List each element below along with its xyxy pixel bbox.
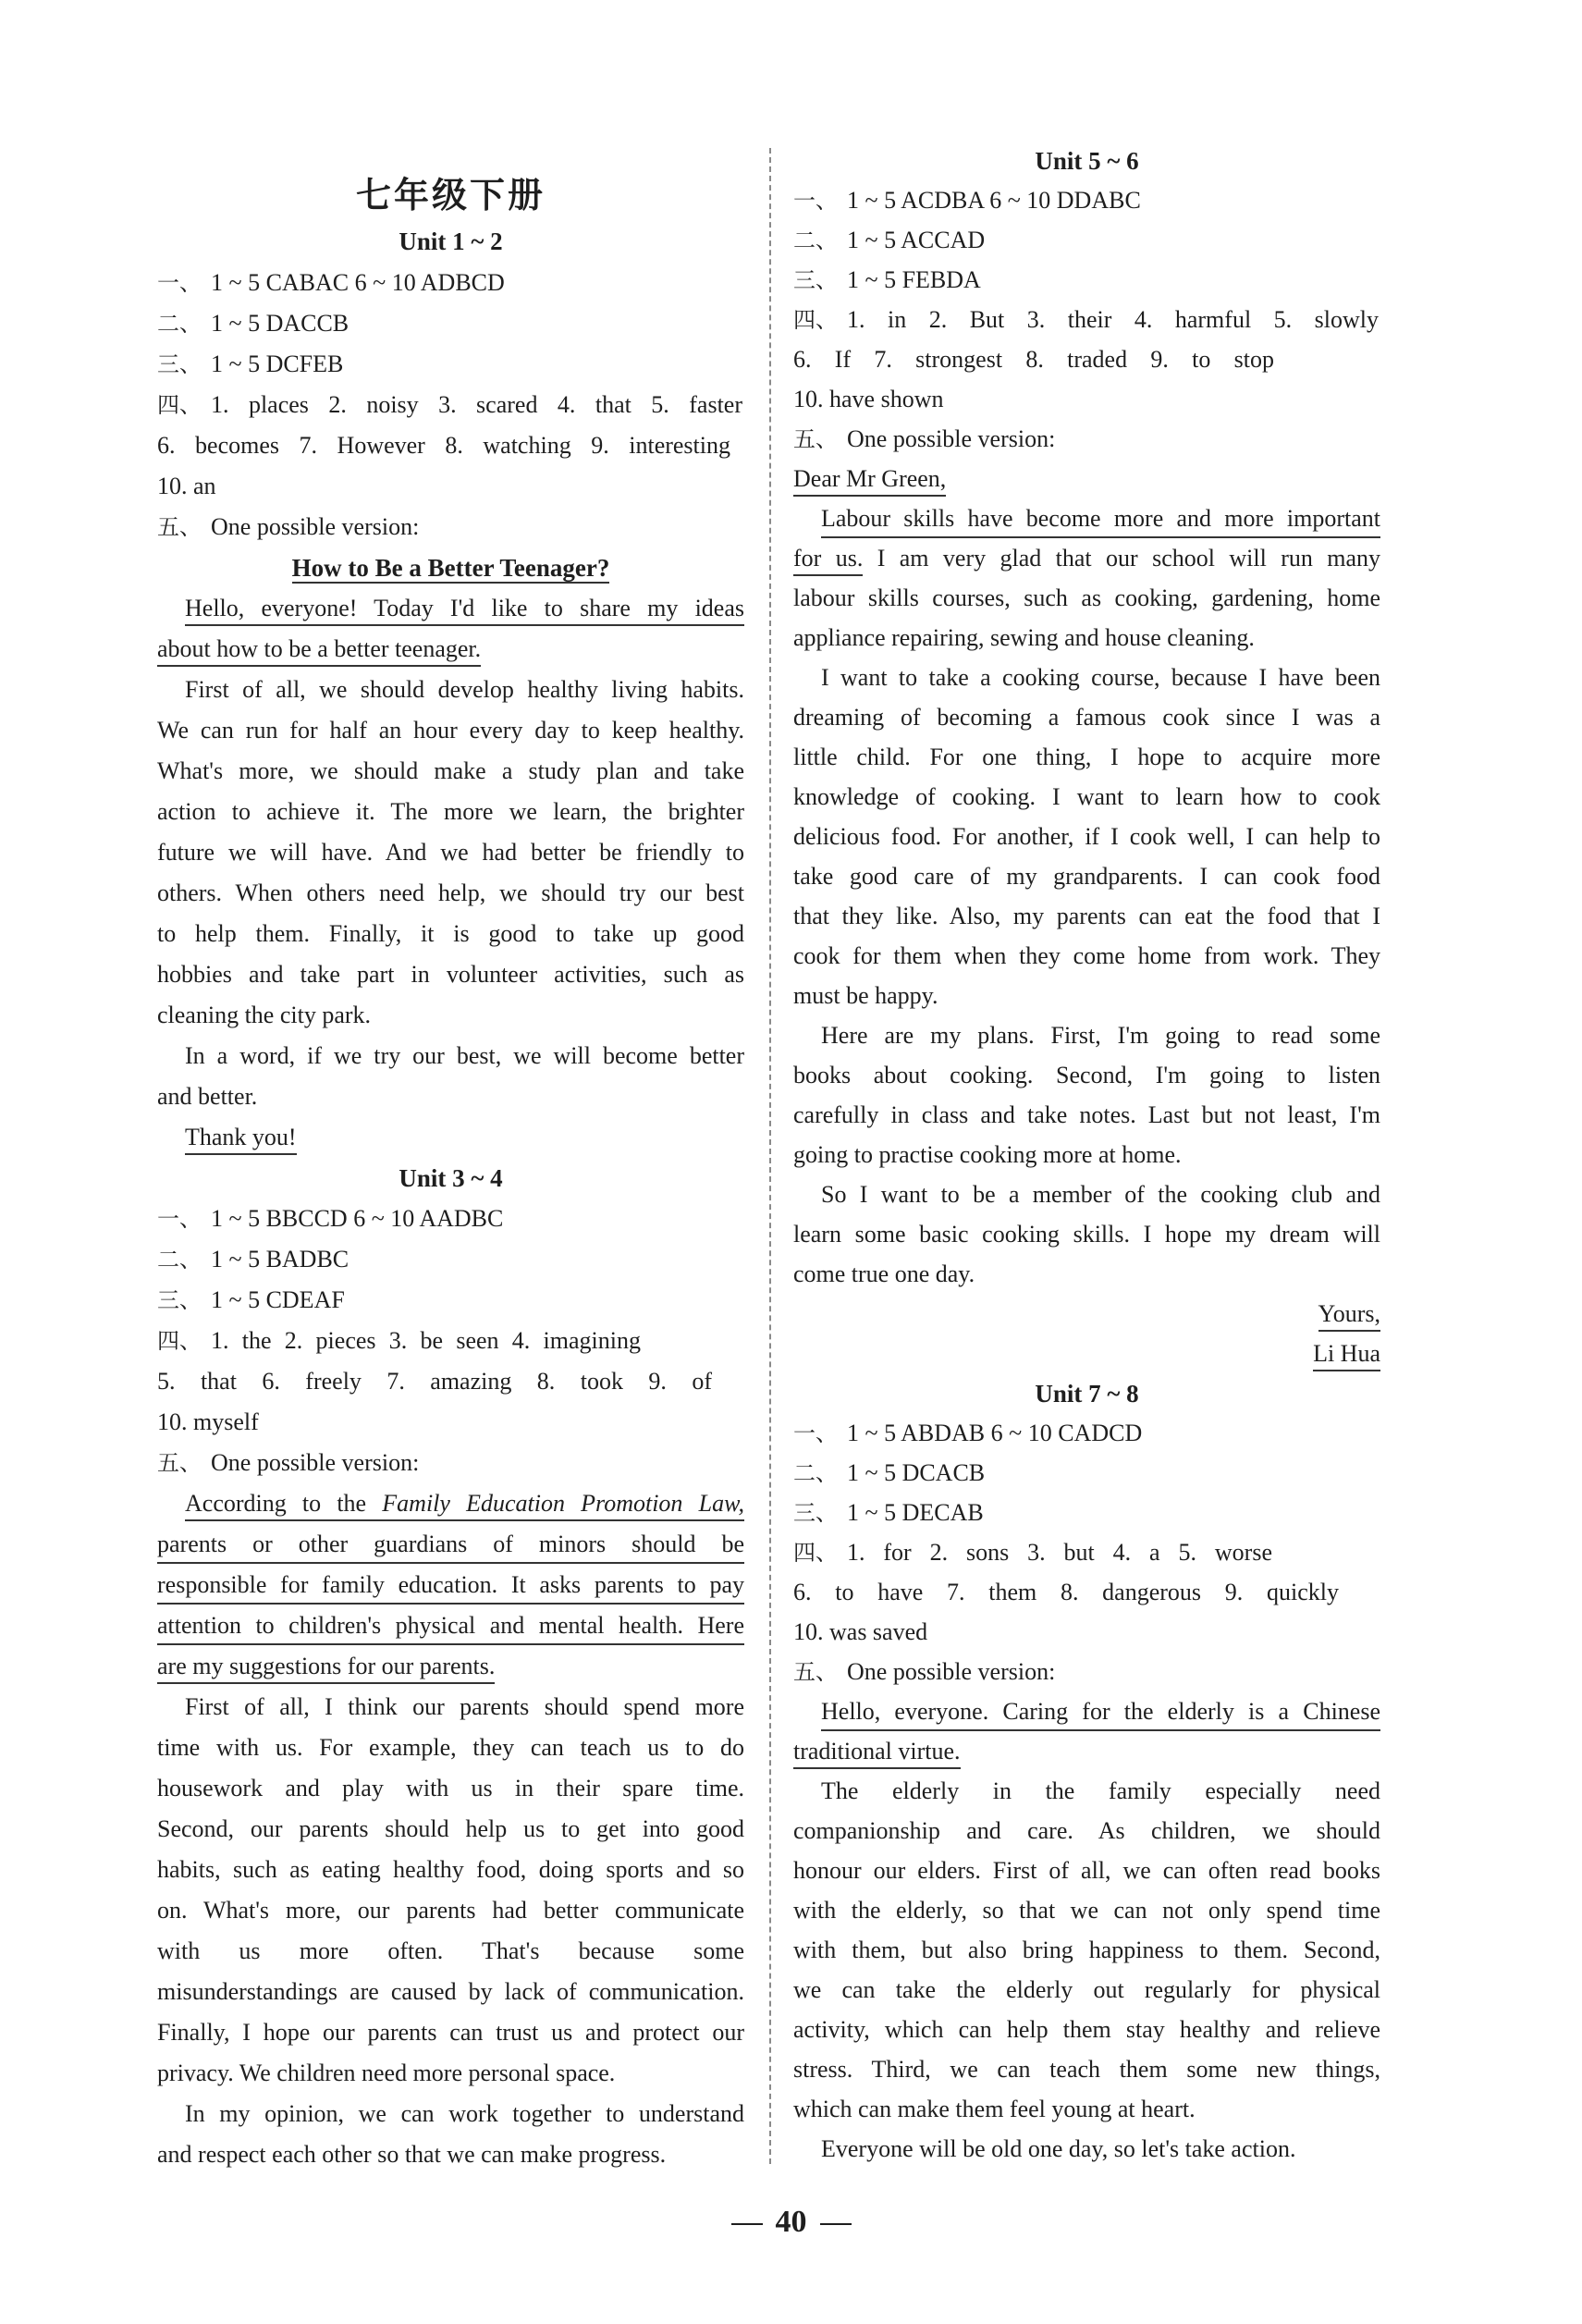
answer-line: 三、 1 ~ 5 DECAB [793,1499,984,1526]
page-number-dash-left [731,2223,763,2225]
essay-line: for us. I am very glad that our school will run many [793,544,1380,573]
essay-line: responsible for family education. It asks parents to pay [157,1570,744,1605]
essay-line: So I want to be a member of the cooking club and [821,1181,1380,1208]
answer-line: 四、 1. the 2. pieces 3. be seen 4. imagining [157,1327,641,1354]
essay-line: with us more often. That's because some [157,1937,744,1964]
essay-line: dreaming of becoming a famous cook since I was a [793,704,1380,731]
essay-line: Hello, everyone. Caring for the elderly is a Chinese [793,1697,1380,1731]
answer-line: 四、 1. in 2. But 3. their 4. harmful 5. slowly [793,306,1379,333]
essay-line: parents or other guardians of minors should be [157,1530,744,1564]
essay-line: delicious food. For another, if I cook well, I can help to [793,823,1380,850]
essay-line: privacy. We children need more personal space. [157,2060,616,2086]
answer-line: 10. myself [157,1408,259,1435]
page-number: 40 [0,2205,1582,2240]
unit-heading: Unit 5 ~ 6 [1035,147,1139,175]
essay-line: knowledge of cooking. I want to learn how to cook [793,783,1380,810]
answer-line: 四、 1. for 2. sons 3. but 4. a 5. worse [793,1539,1272,1566]
answer-line: 10. was saved [793,1618,928,1645]
essay-line: that they like. Also, my parents can eat the food that I [793,903,1380,929]
essay-line: companionship and care. As children, we should [793,1817,1380,1844]
section-title: 七年级下册 [355,174,546,215]
essay-line: Finally, I hope our parents can trust us and protect our [157,2019,744,2046]
essay-line: come true one day. [793,1260,975,1287]
answer-line: 三、 1 ~ 5 FEBDA [793,266,981,293]
page-number-dash-right [820,2223,852,2225]
essay-line: with the elderly, so that we can not only spend time [793,1897,1380,1924]
column-divider [769,148,771,2164]
letter-greeting: Dear Mr Green, [793,464,1380,494]
essay-line: misunderstandings are caused by lack of communication. [157,1978,744,2005]
essay-line: honour our elders. First of all, we can often read books [793,1857,1380,1884]
answer-line: 四、 1. places 2. noisy 3. scared 4. that 5. faster [157,391,742,418]
answer-line: 10. an [157,473,216,499]
essay-line: future we will have. And we had better be friendly to [157,839,744,866]
essay-line: Labour skills have become more and more important [793,504,1380,538]
essay-line: take good care of my grandparents. I can cook food [793,863,1380,890]
essay-line: Thank you! [157,1123,744,1152]
answer-line: 一、 1 ~ 5 ABDAB 6 ~ 10 CADCD [793,1420,1143,1446]
essay-line: about how to be a better teenager. [157,634,744,664]
answer-line: 一、 1 ~ 5 CABAC 6 ~ 10 ADBCD [157,269,505,296]
essay-line: time with us. For example, they can teach us to do [157,1734,744,1761]
essay-line: which can make them feel young at heart. [793,2096,1196,2122]
essay-line: Hello, everyone! Today I'd like to share my ideas [157,594,744,623]
answer-line: 二、 1 ~ 5 DACCB [157,310,350,337]
essay-line: to help them. Finally, it is good to take up good [157,920,744,947]
essay-line: housework and play with us in their spare time. [157,1775,744,1801]
answer-line: 五、 One possible version: [793,1658,1056,1685]
essay-line: and respect each other so that we can make progress. [157,2141,667,2168]
essay-line: must be happy. [793,982,938,1009]
essay-line: hobbies and take part in volunteer activities, such as [157,961,744,988]
essay-line: with them, but also bring happiness to them. Second, [793,1937,1380,1963]
essay-line: and better. [157,1083,258,1110]
essay-line: attention to children's physical and mental health. Here [157,1611,744,1645]
essay-line: traditional virtue. [793,1737,1380,1766]
essay-line: habits, such as eating healthy food, doing sports and so [157,1856,744,1883]
essay-line: cook for them when they come home from work. They [793,942,1380,969]
essay-line: We can run for half an hour every day to keep healthy. [157,717,744,744]
essay-line: Everyone will be old one day, so let's take action. [821,2135,1296,2162]
answer-line: 6. If 7. strongest 8. traded 9. to stop [793,346,1274,373]
essay-line: labour skills courses, such as cooking, gardening, home [793,584,1380,611]
essay-line: According to the Family Education Promotion Law, [157,1489,744,1519]
essay-line: What's more, we should make a study plan and take [157,757,744,784]
letter-signature: Li Hua [793,1339,1380,1369]
essay-line: action to achieve it. The more we learn, the brighter [157,798,744,825]
unit-heading: Unit 1 ~ 2 [399,227,503,255]
essay-line: In a word, if we try our best, we will become better [185,1042,744,1069]
unit-heading: Unit 3 ~ 4 [399,1164,503,1192]
essay-line: activity, which can help them stay healthy and relieve [793,2016,1380,2043]
essay-line: Second, our parents should help us to get into good [157,1815,744,1842]
answer-line: 三、 1 ~ 5 DCFEB [157,350,344,377]
unit-heading: Unit 7 ~ 8 [1035,1380,1139,1408]
essay-line: others. When others need help, we should try our best [157,879,744,906]
answer-line: 五、 One possible version: [793,425,1056,452]
essay-line: on. What's more, our parents had better communicate [157,1897,744,1924]
answer-line: 5. that 6. freely 7. amazing 8. took 9. of [157,1368,712,1395]
essay-line: carefully in class and take notes. Last but not least, I'm [793,1101,1380,1128]
essay-line: First of all, we should develop healthy living habits. [185,676,744,703]
letter-closing: Yours, [793,1299,1380,1329]
essay-line: First of all, I think our parents should spend more [185,1693,744,1720]
essay-line: cleaning the city park. [157,1002,372,1028]
essay-line: going to practise cooking more at home. [793,1141,1182,1168]
answer-line: 三、 1 ~ 5 CDEAF [157,1286,345,1313]
essay-line: little child. For one thing, I hope to acquire more [793,744,1380,770]
answer-line: 一、 1 ~ 5 ACDBA 6 ~ 10 DDABC [793,187,1141,214]
essay-line: The elderly in the family especially need [821,1777,1380,1804]
essay-title: How to Be a Better Teenager? [291,554,610,582]
essay-line: Here are my plans. First, I'm going to read some [821,1022,1380,1049]
answer-line: 一、 1 ~ 5 BBCCD 6 ~ 10 AADBC [157,1205,504,1232]
answer-line: 五、 One possible version: [157,1449,420,1476]
essay-line: are my suggestions for our parents. [157,1652,744,1681]
answer-line: 二、 1 ~ 5 ACCAD [793,227,986,253]
answer-line: 二、 1 ~ 5 DCACB [793,1459,986,1486]
answer-line: 6. becomes 7. However 8. watching 9. interesting [157,432,730,459]
essay-line: I want to take a cooking course, because I have been [821,664,1380,691]
essay-line: learn some basic cooking skills. I hope my dream will [793,1221,1380,1248]
answer-line: 二、 1 ~ 5 BADBC [157,1246,350,1273]
essay-line: In my opinion, we can work together to understand [185,2100,744,2127]
answer-line: 6. to have 7. them 8. dangerous 9. quickly [793,1579,1339,1605]
essay-line: appliance repairing, sewing and house cleaning. [793,624,1255,651]
essay-line: books about cooking. Second, I'm going to listen [793,1062,1380,1088]
answer-line: 10. have shown [793,386,944,412]
essay-line: we can take the elderly out regularly for physical [793,1976,1380,2003]
essay-line: stress. Third, we can teach them some new things, [793,2056,1380,2083]
answer-line: 五、 One possible version: [157,513,420,540]
